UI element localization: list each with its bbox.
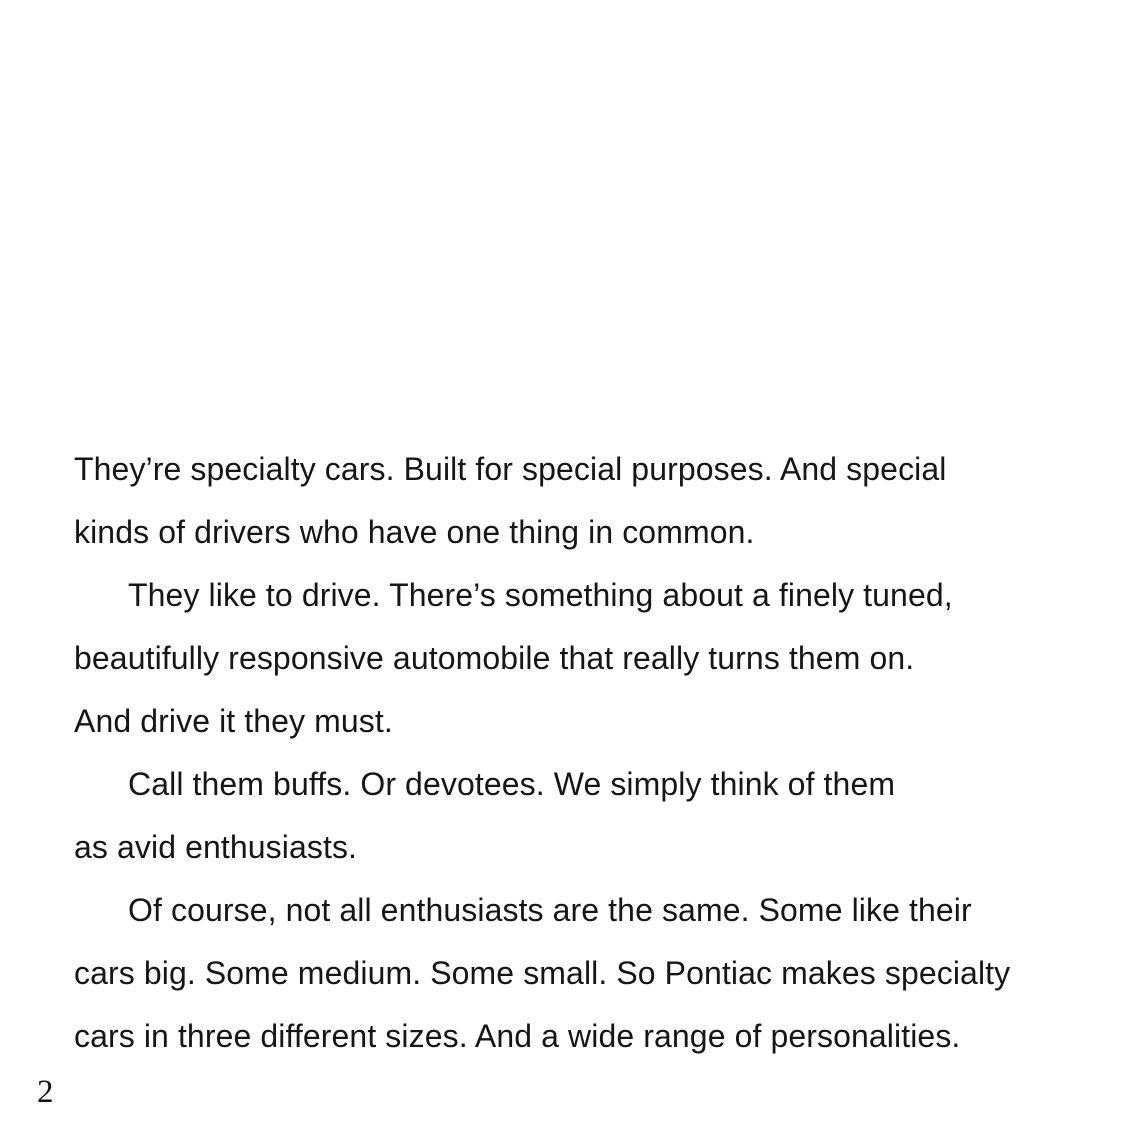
paragraph-2-line-1: They like to drive. There’s something about a finely tuned, — [128, 577, 953, 613]
paragraph-4-line-3: cars in three different sizes. And a wide range of personalities. — [74, 1018, 961, 1054]
body-text — [74, 438, 1094, 1068]
paragraph-1-line-1: They’re specialty cars. Built for special purposes. And special — [74, 451, 947, 487]
paragraph-3-line-2: as avid enthusiasts. — [74, 829, 358, 865]
paragraph-4-line-1: Of course, not all enthusiasts are the same. Some like their — [128, 892, 972, 928]
paragraph-4-line-2: cars big. Some medium. Some small. So Pontiac makes specialty — [74, 955, 1011, 991]
paragraph-2-line-3: And drive it they must. — [74, 703, 393, 739]
paragraph-1-line-2: kinds of drivers who have one thing in common. — [74, 514, 755, 550]
page-number: 2 — [37, 1074, 54, 1110]
paragraph-2-line-2: beautifully responsive automobile that really turns them on. — [74, 640, 915, 676]
paragraph-3-line-1: Call them buffs. Or devotees. We simply think of them — [128, 766, 896, 802]
